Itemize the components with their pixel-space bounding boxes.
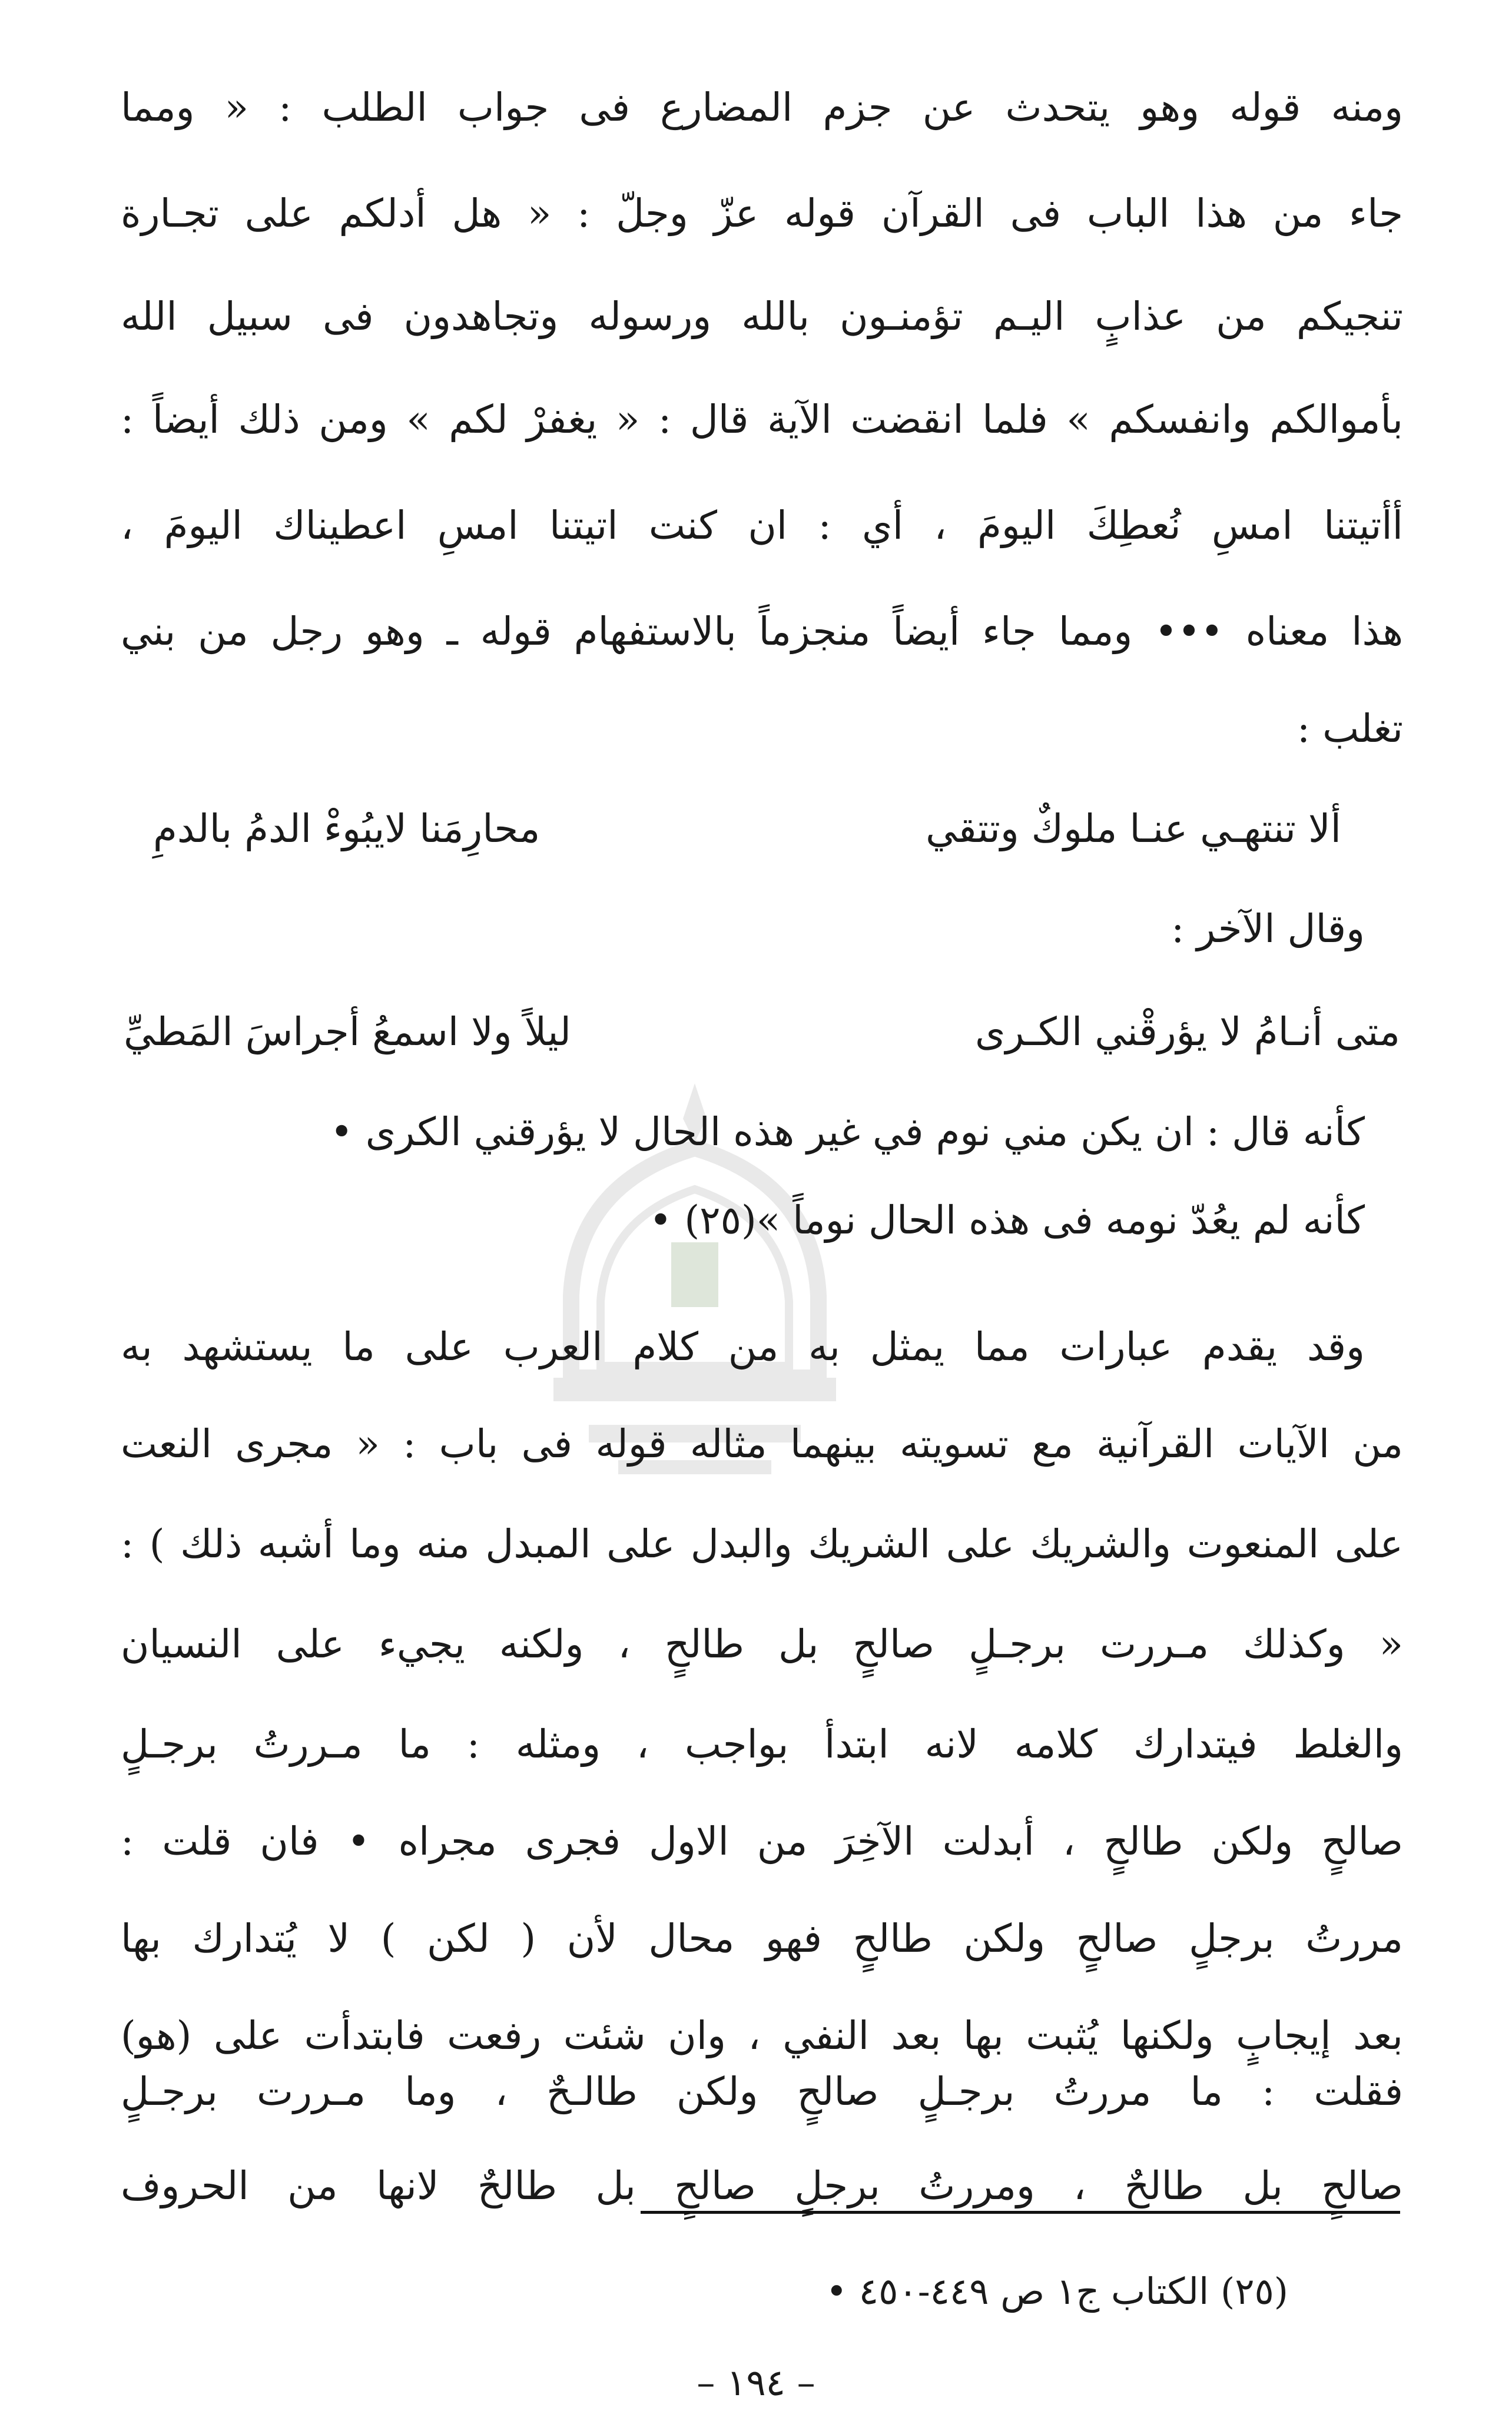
page-number: – ١٩٤ – xyxy=(697,2361,815,2404)
text-line: والغلط فيتدارك كلامه لانه ابتدأ بواجب ، ومثله : ما مـررتُ برجـلٍ xyxy=(121,1722,1403,1767)
footnote: (٢٥) الكتاب ج١ ص ٤٤٩-٤٥٠ • xyxy=(825,2270,1288,2313)
verse-intro: وقال الآخر : xyxy=(1171,906,1365,951)
text-line: جاء من هذا الباب فى القرآن قوله عزّ وجلّ : « هل أدلكم على تجـارة xyxy=(121,191,1403,236)
text-line: أأتيتنا امسِ نُعطِكَ اليومَ ، أي : ان كنت اتيتنا امسِ اعطيناك اليومَ ، xyxy=(121,503,1403,548)
verse-second-hemistich: محارِمَنا لايبُوءْ الدمُ بالدمِ xyxy=(153,806,541,851)
text-line: تغلب : xyxy=(1297,706,1403,751)
text-line: هذا معناه ••• ومما جاء أيضاً منجزماً بالاستفهام قوله ـ وهو رجل من بني xyxy=(121,609,1403,654)
text-line: « وكذلك مـررت برجـلٍ صالحٍ بل طالحٍ ، ولكنه يجيء على النسيان xyxy=(121,1621,1403,1667)
verse-second-hemistich: ليلاً ولا اسمعُ أجراسَ المَطيِّ xyxy=(124,1009,571,1054)
verse-first-hemistich: ألا تنتهـي عنـا ملوكٌ وتتقي xyxy=(926,806,1341,851)
text-line: كأنه قال : ان يكن مني نوم في غير هذه الحال لا يؤرقني الكرى • xyxy=(330,1109,1365,1155)
text-line: صالحٍ بل طالحٌ ، ومررتُ برجلٍ صالحٍ بل طالحٌ لانها من الحروف xyxy=(121,2163,1403,2208)
footnote-divider xyxy=(641,2211,1400,2214)
verse-first-hemistich: متى أنـامُ لا يؤرقْني الكـرى xyxy=(975,1009,1400,1054)
text-line: من الآيات القرآنية مع تسويته بينهما مثاله قوله فى باب : « مجرى النعت xyxy=(121,1421,1403,1467)
text-line: على المنعوت والشريك على الشريك والبدل على المبدل منه وما أشبه ذلك ) : xyxy=(121,1521,1403,1567)
text-line: وقد يقدم عبارات مما يمثل به من كلام العرب على ما يستشهد به xyxy=(121,1324,1365,1369)
text-line: فقلت : ما مررتُ برجـلٍ صالحٍ ولكن طالـحٌ ، وما مـررت برجـلٍ xyxy=(121,2069,1403,2114)
text-line: صالحٍ ولكن طالحٍ ، أبدلت الآخِرَ من الاول فجرى مجراه • فان قلت : xyxy=(121,1819,1403,1864)
text-line: بعد إيجابٍ ولكنها يُثبت بها بعد النفي ، وان شئت رفعت فابتدأت على (هو) xyxy=(121,2013,1403,2058)
text-line: مررتُ برجلٍ صالحٍ ولكن طالحٍ فهو محال لأن ( لكن ) لا يُتدارك بها xyxy=(121,1916,1403,1961)
text-line: ومنه قوله وهو يتحدث عن جزم المضارع فى جواب الطلب : « ومما xyxy=(121,85,1403,130)
text-line: تنجيكم من عذابٍ اليـم تؤمنـون بالله ورسوله وتجاهدون فى سبيل الله xyxy=(121,294,1404,339)
text-line: بأموالكم وانفسكم » فلما انقضت الآية قال : « يغفرْ لكم » ومن ذلك أيضاً : xyxy=(121,397,1403,442)
text-line: كأنه لم يعُدّ نومه فى هذه الحال نوماً »(٢٥) • xyxy=(649,1198,1365,1243)
